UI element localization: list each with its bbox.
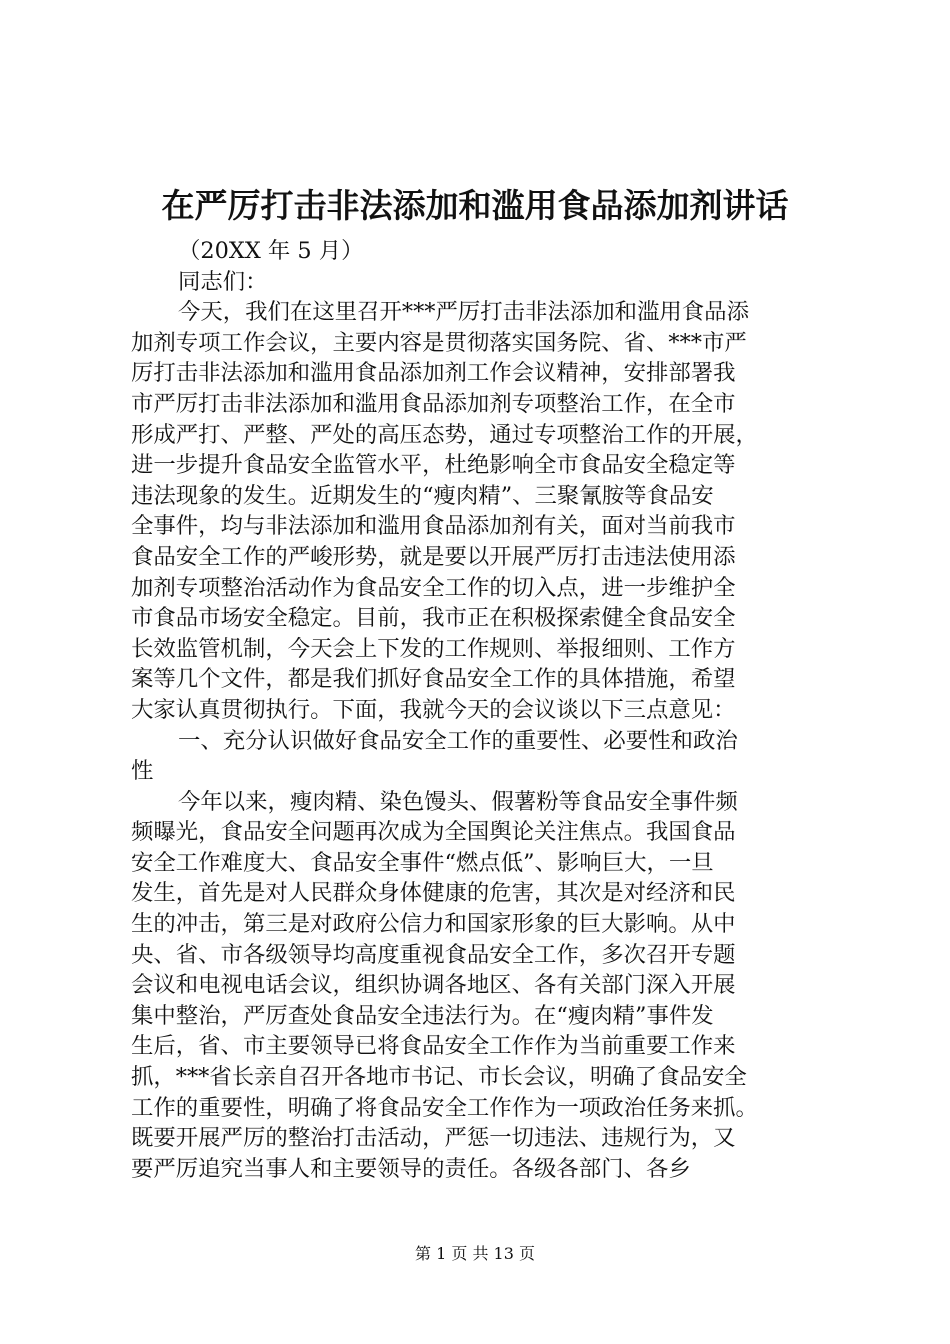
paragraph-line: 市食品市场安全稳定。目前，我市正在积极探索健全食品安全 — [131, 605, 736, 632]
paragraph-line: 食品安全工作的严峻形势，就是要以开展严厉打击违法使用添 — [131, 543, 736, 570]
paragraph-line: 形成严打、严整、严处的高压态势，通过专项整治工作的开展， — [131, 421, 758, 448]
paragraph-line: 今天，我们在这里召开***严厉打击非法添加和滥用食品添 — [178, 299, 749, 326]
section-heading: 一、充分认识做好食品安全工作的重要性、必要性和政治 — [178, 727, 738, 754]
paragraph-line: 长效监管机制，今天会上下发的工作规则、举报细则、工作方 — [131, 635, 736, 662]
paragraph-line: 频曝光，食品安全问题再次成为全国舆论关注焦点。我国食品 — [131, 819, 736, 846]
document-title: 在严厉打击非法添加和滥用食品添加剂讲话 — [161, 186, 789, 225]
paragraph-line: 全事件，均与非法添加和滥用食品添加剂有关，面对当前我市 — [131, 513, 736, 540]
paragraph-line: 厉打击非法添加和滥用食品添加剂工作会议精神，安排部署我 — [131, 360, 736, 387]
section-heading-continued: 性 — [131, 758, 154, 785]
paragraph-line: 加剂专项工作会议，主要内容是贯彻落实国务院、省、***市严 — [131, 329, 747, 356]
paragraph-line: 进一步提升食品安全监管水平，杜绝影响全市食品安全稳定等 — [131, 452, 736, 479]
paragraph-line: 集中整治，严厉查处食品安全违法行为。在“瘦肉精”事件发 — [131, 1002, 714, 1029]
paragraph-line: 要严厉追究当事人和主要领导的责任。各级各部门、各乡 — [131, 1155, 691, 1182]
date-line: （20XX 年 5 月） — [178, 238, 364, 264]
paragraph-line: 今年以来，瘦肉精、染色馒头、假薯粉等食品安全事件频 — [178, 788, 738, 815]
paragraph-line: 加剂专项整治活动作为食品安全工作的切入点，进一步维护全 — [131, 574, 736, 601]
salutation: 同志们： — [178, 268, 268, 295]
paragraph-line: 案等几个文件，都是我们抓好食品安全工作的具体措施，希望 — [131, 666, 736, 693]
paragraph-line: 发生，首先是对人民群众身体健康的危害，其次是对经济和民 — [131, 880, 736, 907]
paragraph-line: 抓，***省长亲自召开各地市书记、市长会议，明确了食品安全 — [131, 1064, 747, 1091]
paragraph-line: 安全工作难度大、食品安全事件“燃点低”、影响巨大，一旦 — [131, 849, 714, 876]
paragraph-line: 央、省、市各级领导均高度重视食品安全工作，多次召开专题 — [131, 941, 736, 968]
paragraph-line: 工作的重要性，明确了将食品安全工作作为一项政治任务来抓。 — [131, 1094, 758, 1121]
paragraph-line: 违法现象的发生。近期发生的“瘦肉精”、三聚氰胺等食品安 — [131, 482, 714, 509]
paragraph-line: 生的冲击，第三是对政府公信力和国家形象的巨大影响。从中 — [131, 911, 736, 938]
paragraph-line: 生后，省、市主要领导已将食品安全工作作为当前重要工作来 — [131, 1033, 736, 1060]
paragraph-line: 既要开展严厉的整治打击活动，严惩一切违法、违规行为，又 — [131, 1125, 736, 1152]
paragraph-line: 市严厉打击非法添加和滥用食品添加剂专项整治工作，在全市 — [131, 390, 736, 417]
page-footer: 第 1 页 共 13 页 — [415, 1244, 535, 1263]
document-body — [131, 236, 835, 1184]
paragraph-line: 会议和电视电话会议，组织协调各地区、各有关部门深入开展 — [131, 972, 736, 999]
paragraph-line: 大家认真贯彻执行。下面，我就今天的会议谈以下三点意见： — [131, 696, 736, 723]
